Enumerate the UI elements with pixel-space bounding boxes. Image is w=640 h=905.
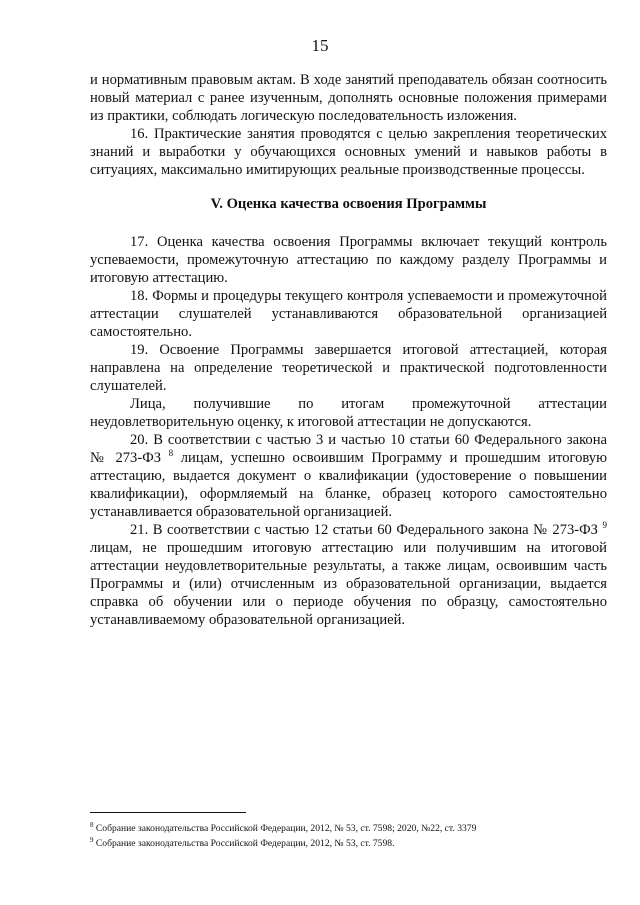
paragraph-19-continued: Лица, получившие по итогам промежуточной аттестации неудовлетворительную оценку, к итоговой аттестации не допускаются. — [90, 396, 607, 430]
paragraph-20 — [90, 431, 607, 521]
footnote-ref-9: 9 — [602, 520, 607, 531]
paragraph-21 — [90, 521, 607, 629]
paragraph-19: 19. Освоение Программы завершается итоговой аттестацией, которая направлена на определение теоретической и практической подготовленности слушателей. — [90, 342, 607, 394]
footnote-9 — [90, 836, 610, 851]
footnote-ref-8: 8 — [168, 448, 174, 459]
section-heading: V. Оценка качества освоения Программы — [210, 196, 487, 212]
document-body — [90, 71, 607, 629]
paragraph-21-text-b: лицам, не прошедшим итоговую аттестацию или получившим на итоговой аттестации неудовлетворительные результаты, а также лицам, освоившим часть Программы и (или) отчисленным из образовательной организации, выдается справка об обучении или о периоде обучения по образцу, самостоятельно устанавливаемому образовательной организацией. — [90, 540, 607, 628]
footnote-mark-8: 8 — [90, 820, 94, 829]
page-number: 15 — [311, 36, 329, 55]
paragraph-17: 17. Оценка качества освоения Программы включает текущий контроль успеваемости, промежуточную аттестацию по каждому разделу Программы и итоговую аттестацию. — [90, 234, 607, 286]
footnotes — [90, 821, 610, 851]
paragraph-20-text-a: 20. В соответствии с частью 3 и частью 10 статьи 60 Федерального закона № 273-ФЗ — [90, 432, 607, 466]
paragraph-21-text-a: 21. В соответствии с частью 12 статьи 60 Федерального закона № 273-ФЗ — [130, 522, 598, 538]
paragraph-continuation: и нормативным правовым актам. В ходе занятий преподаватель обязан соотносить новый материал с ранее изученным, дополнять основные положения примерами из практики, соблюдать логическую последовательность изложения. — [90, 72, 607, 124]
paragraph-18: 18. Формы и процедуры текущего контроля успеваемости и промежуточной аттестации слушателей устанавливаются образовательной организацией самостоятельно. — [90, 288, 607, 340]
footnote-separator — [90, 812, 246, 813]
paragraph-20-text-b: лицам, успешно освоившим Программу и прошедшим итоговую аттестацию, выдается документ о квалификации (удостоверение о повышении квалификации), оформляемый на бланке, образец которого самостоятельно устанавливается образовательной организацией. — [90, 450, 608, 520]
footnote-8 — [90, 821, 610, 836]
footnote-text-8: Собрание законодательства Российской Федерации, 2012, № 53, ст. 7598; 2020, №22, ст. 3379 — [95, 823, 477, 834]
footnote-text-9: Собрание законодательства Российской Федерации, 2012, № 53, ст. 7598. — [95, 838, 395, 849]
paragraph-16: 16. Практические занятия проводятся с целью закрепления теоретических знаний и выработки у обучающихся основных умений и навыков работы в ситуациях, максимально имитирующих реальные производственные процессы. — [90, 126, 607, 178]
footnote-mark-9: 9 — [90, 835, 94, 844]
